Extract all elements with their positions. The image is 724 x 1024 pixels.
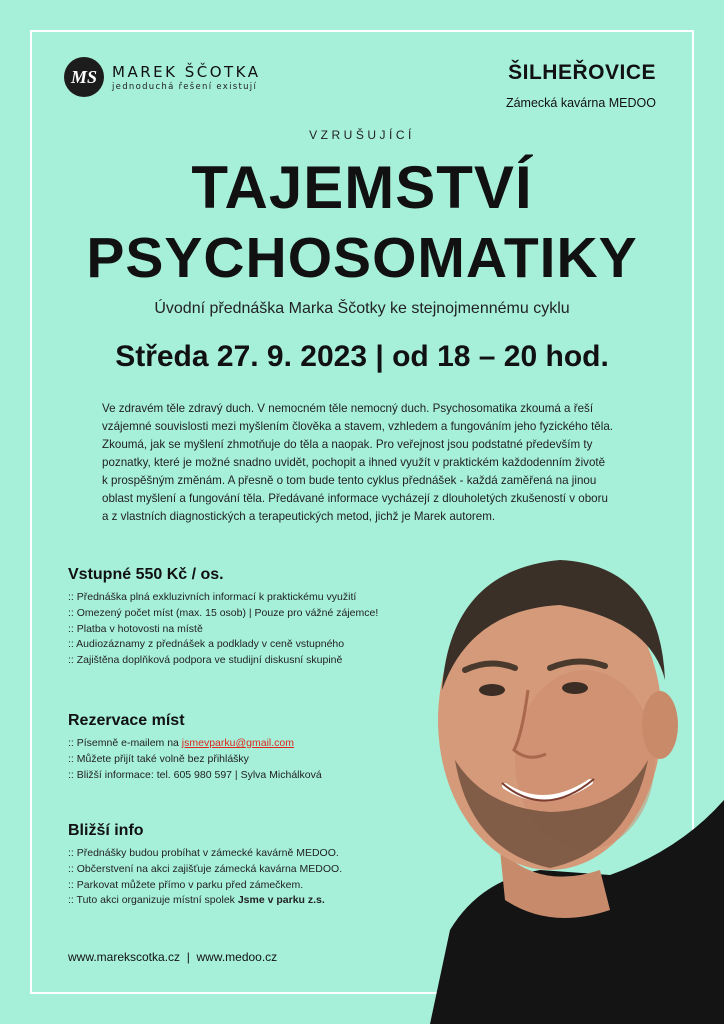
list-item: :: Parkovat můžete přímo v parku před zámečkem. [68, 878, 304, 891]
subtitle: Úvodní přednáška Marka Ščotky ke stejnojmennému cyklu [154, 300, 570, 317]
intro-line: a z vlastních diagnostických a terapeutických metod, jichž je Marek autorem. [102, 510, 496, 523]
list-item: :: Přednášky budou probíhat v zámecké kavárně MEDOO. [68, 847, 339, 859]
event-venue: Zámecká kavárna MEDOO [505, 96, 656, 110]
list-item: :: Zajištěna doplňková podpora ve studijní diskusní skupině [68, 654, 343, 667]
speaker-photo [410, 550, 724, 1024]
admission-title: Vstupné 550 Kč / os. [68, 566, 224, 583]
list-item: :: Audiozáznamy z přednášek a podklady v ceně vstupného [68, 638, 345, 651]
list-item [68, 893, 342, 909]
info-title: Bližší info [68, 822, 144, 839]
event-date: Středa 27. 9. 2023 | od 18 – 20 hod. [115, 340, 609, 373]
reservation-list [68, 736, 322, 783]
intro-line: oblast myšlení a fungování těla. Předávané informace vycházejí z dlouholetých zkušeností v oboru [102, 492, 608, 505]
list-item-text: :: Písemně e-mailem na [68, 737, 182, 749]
reservation-title: Rezervace míst [68, 712, 185, 729]
title-line-1: TAJEMSTVÍ [191, 154, 533, 221]
organizer-name: Jsme v parku z.s. [237, 894, 325, 907]
logo-tagline: jednoduchá řešení existují [112, 81, 258, 92]
list-item [68, 736, 322, 752]
pretitle: VZRUŠUJÍCÍ [309, 128, 415, 142]
logo-mark: MS [64, 57, 104, 97]
info-list [68, 846, 342, 909]
list-item: :: Přednáška plná exkluzivních informací k praktickému využití [68, 591, 357, 603]
event-city: ŠILHEŘOVICE [508, 61, 656, 84]
footer-links[interactable]: www.marekscotka.cz | www.medoo.cz [68, 950, 278, 964]
logo [64, 57, 261, 97]
list-item: :: Omezený počet míst (max. 15 osob) | Pouze pro vážné zájemce! [68, 606, 379, 619]
intro-line: vzájemné souvislosti mezi myšlením člověka a stavem, vzhledem a fungováním jeho fyzického těla. [102, 420, 613, 433]
list-item: :: Občerstvení na akci zajišťuje zámecká kavárna MEDOO. [68, 862, 343, 875]
intro-line: Ve zdravém těle zdravý duch. V nemocném těle nemocný duch. Psychosomatika zkoumá a řeší [102, 402, 594, 415]
logo-name: MAREK ŠČOTKA [112, 62, 261, 81]
title-line-2: PSYCHOSOMATIKY [86, 226, 638, 290]
intro-line: k prospěšným změnám. A přesně o tom bude tento cyklus přednášek - každá zaměřená na jinou [102, 474, 597, 487]
intro-paragraph [102, 400, 624, 526]
admission-list [68, 590, 378, 669]
list-item: :: Bližší informace: tel. 605 980 597 | Sylva Michálková [68, 768, 322, 781]
intro-line: Zkoumá, jak se myšlení zhmotňuje do těla a naopak. Pro veřejnost jsou podstatné především ty [102, 438, 593, 451]
intro-line: poznatky, které je možné snadno uvidět, pochopit a ihned využít v praktickém každodenním životě [102, 456, 606, 469]
list-item: :: Platba v hotovosti na místě [68, 622, 203, 635]
list-item: :: Můžete přijít také volně bez přihlášky [68, 752, 249, 765]
email-link[interactable]: jsmevparku@gmail.com [181, 737, 294, 749]
list-item-text: :: Tuto akci organizuje místní spolek [68, 894, 238, 907]
